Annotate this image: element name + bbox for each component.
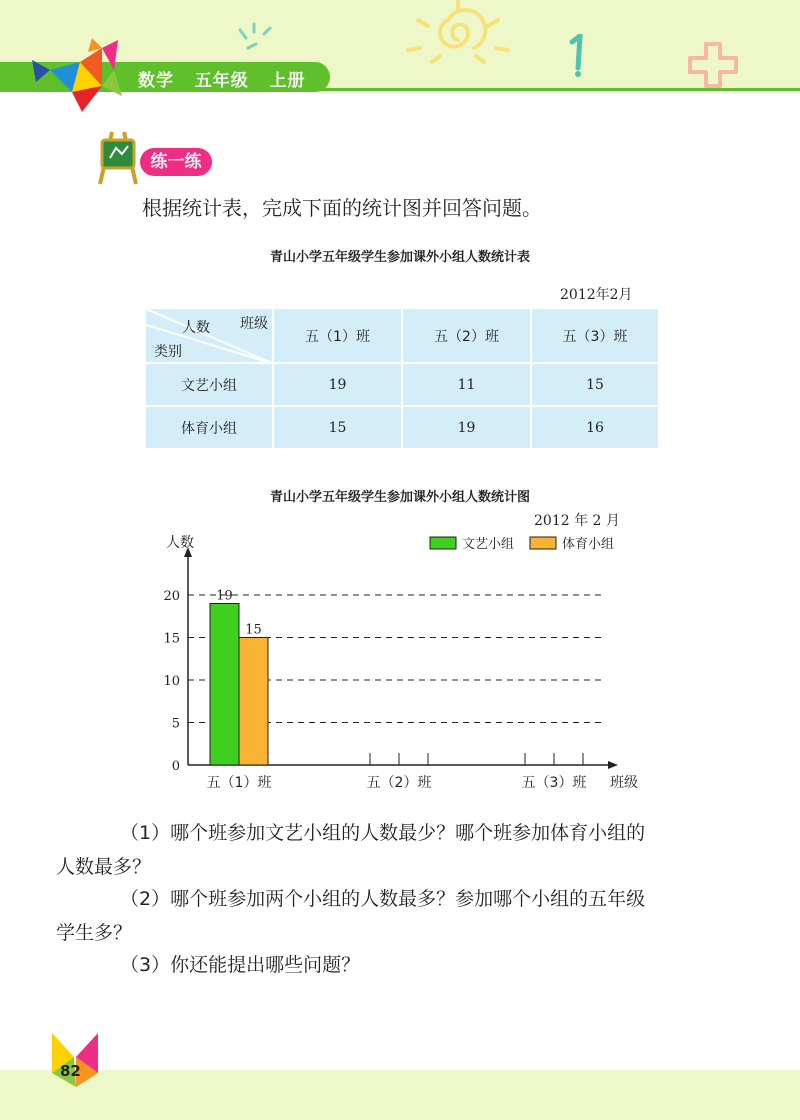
- y-tick-label: 5: [171, 716, 180, 732]
- table-cell: 11: [402, 363, 531, 406]
- bar: [210, 604, 239, 766]
- practice-badge: 练一练: [140, 148, 212, 176]
- number-one-doodle-icon: [566, 34, 590, 78]
- legend-swatch: [430, 537, 456, 549]
- header-title: 数学 五年级 上册: [138, 71, 306, 91]
- x-axis-label: 班级: [610, 775, 638, 791]
- x-tick-label: 五（1）班: [206, 775, 272, 791]
- corner-label-class: 班级: [240, 316, 268, 332]
- table-cell: 15: [273, 406, 402, 449]
- question-3: （3）你还能提出哪些问题？: [120, 954, 361, 976]
- instruction-text: 根据统计表，完成下面的统计图并回答问题。: [142, 196, 542, 220]
- table-cell: 19: [273, 363, 402, 406]
- y-tick-label: 15: [163, 631, 180, 647]
- table-cell: 15: [531, 363, 659, 406]
- corner-label-count: 人数: [182, 320, 210, 336]
- legend-label: 体育小组: [562, 537, 615, 552]
- table-header-row: [145, 308, 659, 363]
- tangram-logo-icon: [22, 30, 132, 112]
- y-tick-label: 10: [163, 674, 180, 689]
- sun-doodle-icon: [388, 0, 528, 70]
- column-header: 五（3）班: [531, 308, 659, 363]
- bar-value-label: 19: [216, 588, 233, 604]
- bar: [239, 638, 268, 766]
- column-header: 五（2）班: [402, 308, 531, 363]
- bar-chart: [130, 525, 650, 800]
- legend-label: 文艺小组: [462, 537, 515, 552]
- legend-swatch: [530, 537, 556, 549]
- footer-band: [0, 1070, 800, 1120]
- page-number: 82: [60, 1062, 81, 1080]
- table-title: 青山小学五年级学生参加课外小组人数统计表: [269, 250, 530, 265]
- table-row: [145, 406, 659, 449]
- y-tick-label: 0: [171, 759, 180, 774]
- row-label: 文艺小组: [145, 363, 273, 406]
- column-header: 五（1）班: [273, 308, 402, 363]
- sparkle-doodle-icon: [234, 20, 274, 56]
- corner-label-category: 类别: [154, 344, 182, 360]
- chart-title: 青山小学五年级学生参加课外小组人数统计图: [269, 490, 530, 505]
- table-row: [145, 363, 659, 406]
- question-2-line-1: （2）哪个班参加两个小组的人数最多？参加哪个小组的五年级: [120, 888, 646, 910]
- easel-icon: [92, 128, 144, 186]
- table-date: 2012年2月: [560, 287, 633, 303]
- plus-doodle-icon: [688, 40, 740, 90]
- table-cell: 19: [402, 406, 531, 449]
- table-cell: 16: [531, 406, 659, 449]
- question-1-line-1: （1）哪个班参加文艺小组的人数最少？哪个班参加体育小组的: [120, 822, 646, 844]
- y-tick-label: 20: [163, 589, 180, 604]
- question-1-line-2: 人数最多？: [56, 856, 152, 878]
- chart-date: 2012 年 2 月: [534, 513, 620, 529]
- y-axis-label: 人数: [166, 535, 194, 551]
- row-label: 体育小组: [145, 406, 273, 449]
- x-tick-label: 五（2）班: [366, 775, 432, 791]
- bar-value-label: 15: [245, 622, 262, 638]
- table-corner-cell: [145, 308, 273, 363]
- x-axis-arrow: [608, 761, 618, 769]
- x-tick-label: 五（3）班: [521, 775, 587, 791]
- stats-table: [144, 307, 660, 450]
- question-2-line-2: 学生多？: [56, 922, 133, 944]
